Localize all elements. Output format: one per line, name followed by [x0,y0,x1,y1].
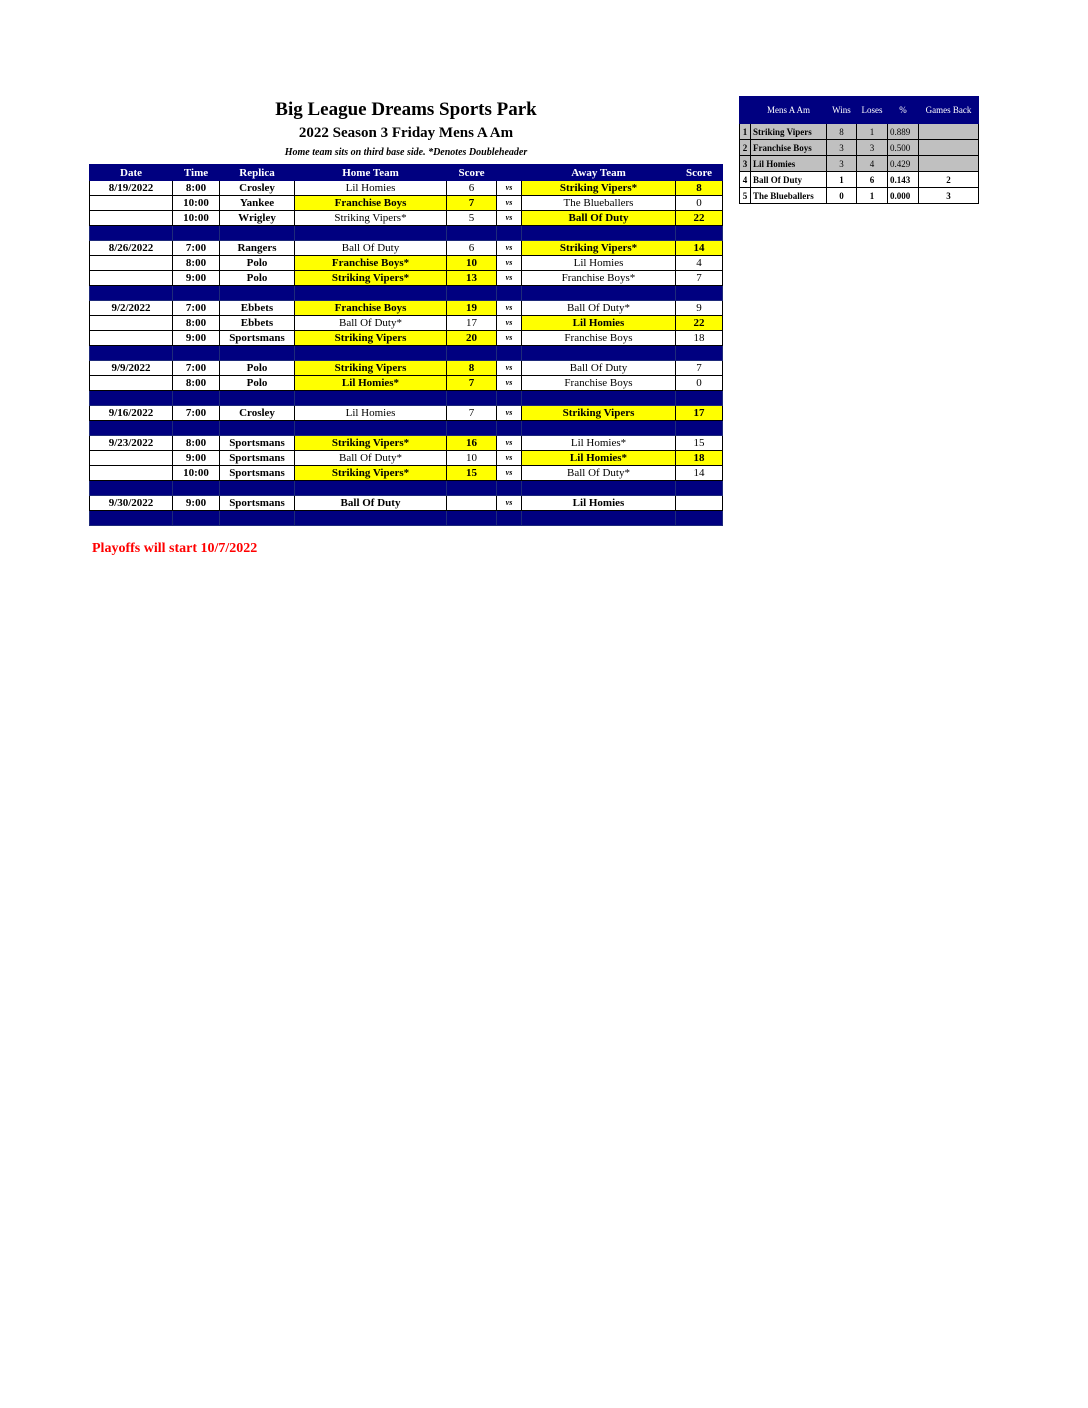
away-team: Lil Homies* [522,436,676,451]
spacer-cell [497,286,522,301]
col-vs [497,165,522,181]
col-time: Time [173,165,220,181]
vs-label: vs [497,181,522,196]
home-score: 7 [447,406,497,421]
game-time: 8:00 [173,436,220,451]
home-team: Lil Homies [295,406,447,421]
game-time: 8:00 [173,181,220,196]
home-score: 6 [447,181,497,196]
game-time: 7:00 [173,241,220,256]
game-date: 9/2/2022 [90,301,173,316]
home-team: Lil Homies [295,181,447,196]
spacer-cell [676,346,723,361]
spacer-cell [522,286,676,301]
away-team: Ball Of Duty* [522,466,676,481]
away-score: 17 [676,406,723,421]
playoffs-note: Playoffs will start 10/7/2022 [92,541,258,556]
spacer-cell [295,346,447,361]
game-date: 9/16/2022 [90,406,173,421]
standings-row [740,140,979,156]
spacer-cell [447,346,497,361]
spacer-cell [173,286,220,301]
spacer-cell [173,346,220,361]
schedule-row [90,331,723,346]
standings-team: Lil Homies [751,156,827,172]
standings-wins: 8 [827,124,857,140]
game-field: Sportsmans [220,451,295,466]
spacer-cell [497,346,522,361]
schedule-row [90,301,723,316]
home-team: Ball Of Duty [295,241,447,256]
vs-label: vs [497,496,522,511]
spacer-cell [220,421,295,436]
away-team: Lil Homies [522,496,676,511]
schedule-spacer-row [90,511,723,526]
spacer-cell [676,391,723,406]
schedule-spacer-row [90,286,723,301]
spacer-cell [173,511,220,526]
spacer-cell [90,421,173,436]
home-score: 7 [447,376,497,391]
home-score: 16 [447,436,497,451]
home-score: 19 [447,301,497,316]
game-date: 9/30/2022 [90,496,173,511]
spacer-cell [676,226,723,241]
away-score: 18 [676,451,723,466]
home-score: 6 [447,241,497,256]
schedule-row [90,181,723,196]
game-field: Polo [220,271,295,286]
schedule-row [90,436,723,451]
spacer-cell [90,226,173,241]
home-team: Striking Vipers [295,331,447,346]
standings-pct: 0.000 [888,188,919,204]
standings-games-back [919,124,979,140]
home-score [447,496,497,511]
away-score: 22 [676,316,723,331]
away-team: Franchise Boys [522,376,676,391]
away-team: The Blueballers [522,196,676,211]
standings-team: Ball Of Duty [751,172,827,188]
spacer-cell [497,421,522,436]
standings-row [740,172,979,188]
standings-col-wins: Wins [827,97,857,124]
col-away-team: Away Team [522,165,676,181]
away-score: 22 [676,211,723,226]
game-time: 8:00 [173,256,220,271]
vs-label: vs [497,466,522,481]
spacer-cell [676,421,723,436]
vs-label: vs [497,211,522,226]
schedule-header-row [90,165,723,181]
spacer-cell [90,391,173,406]
schedule-row [90,271,723,286]
spacer-cell [295,286,447,301]
game-field: Sportsmans [220,496,295,511]
standings-col-games-back: Games Back [919,97,979,124]
standings-rank: 2 [740,140,751,156]
game-time: 9:00 [173,331,220,346]
standings-games-back [919,156,979,172]
game-time: 9:00 [173,496,220,511]
schedule-row [90,316,723,331]
spacer-cell [220,286,295,301]
game-date [90,271,173,286]
standings-wins: 1 [827,172,857,188]
standings-wins: 0 [827,188,857,204]
game-field: Sportsmans [220,331,295,346]
away-team: Franchise Boys* [522,271,676,286]
standings-wins: 3 [827,156,857,172]
spacer-cell [90,511,173,526]
spacer-cell [447,481,497,496]
spacer-cell [90,346,173,361]
spacer-cell [497,391,522,406]
game-field: Sportsmans [220,436,295,451]
spacer-cell [220,511,295,526]
col-date: Date [90,165,173,181]
schedule-note: Home team sits on third base side. *Denotes Doubleheader [284,147,528,158]
vs-label: vs [497,361,522,376]
away-team: Striking Vipers [522,406,676,421]
vs-label: vs [497,196,522,211]
col-away-score: Score [676,165,723,181]
vs-label: vs [497,376,522,391]
game-date [90,196,173,211]
standings-pct: 0.500 [888,140,919,156]
spacer-cell [220,481,295,496]
col-home-team: Home Team [295,165,447,181]
standings-col-team: Mens A Am [751,97,827,124]
standings-header-row [740,97,979,124]
spacer-cell [295,511,447,526]
game-field: Polo [220,256,295,271]
standings-wins: 3 [827,140,857,156]
home-score: 7 [447,196,497,211]
home-team: Ball Of Duty* [295,451,447,466]
standings-col-pct: % [888,97,919,124]
standings-row [740,188,979,204]
away-score: 7 [676,271,723,286]
away-team: Lil Homies [522,316,676,331]
standings-games-back: 2 [919,172,979,188]
game-date: 8/26/2022 [90,241,173,256]
schedule-spacer-row [90,346,723,361]
home-score: 5 [447,211,497,226]
home-team: Striking Vipers* [295,211,447,226]
page-subtitle: 2022 Season 3 Friday Mens A Am [298,125,514,141]
game-time: 10:00 [173,196,220,211]
game-date: 8/19/2022 [90,181,173,196]
spacer-cell [447,511,497,526]
standings-rank: 5 [740,188,751,204]
standings-table [739,96,979,204]
home-team: Ball Of Duty* [295,316,447,331]
game-field: Wrigley [220,211,295,226]
standings-row [740,124,979,140]
col-home-score: Score [447,165,497,181]
home-team: Ball Of Duty [295,496,447,511]
spacer-cell [522,511,676,526]
standings-row [740,156,979,172]
spacer-cell [220,226,295,241]
home-score: 20 [447,331,497,346]
vs-label: vs [497,331,522,346]
game-date [90,466,173,481]
spacer-cell [173,481,220,496]
spacer-cell [522,346,676,361]
spacer-cell [220,391,295,406]
home-team: Striking Vipers* [295,466,447,481]
standings-rank: 3 [740,156,751,172]
game-field: Yankee [220,196,295,211]
spacer-cell [173,226,220,241]
page-title: Big League Dreams Sports Park [275,99,537,120]
vs-label: vs [497,406,522,421]
spacer-cell [447,226,497,241]
schedule-table [89,164,723,526]
away-score: 14 [676,241,723,256]
spacer-cell [497,511,522,526]
spacer-cell [676,511,723,526]
spacer-cell [497,481,522,496]
schedule-row [90,406,723,421]
schedule-spacer-row [90,421,723,436]
spacer-cell [295,391,447,406]
standings-pct: 0.889 [888,124,919,140]
spacer-cell [295,481,447,496]
game-time: 9:00 [173,451,220,466]
standings-loses: 6 [857,172,888,188]
standings-loses: 1 [857,124,888,140]
schedule-spacer-row [90,226,723,241]
game-time: 8:00 [173,316,220,331]
standings-col-loses: Loses [857,97,888,124]
game-field: Rangers [220,241,295,256]
away-score: 0 [676,376,723,391]
vs-label: vs [497,451,522,466]
game-date [90,316,173,331]
home-team: Striking Vipers* [295,271,447,286]
away-team: Striking Vipers* [522,181,676,196]
schedule-row [90,211,723,226]
game-field: Ebbets [220,316,295,331]
game-field: Ebbets [220,301,295,316]
game-time: 8:00 [173,376,220,391]
standings-col-rank [740,97,751,124]
standings-rank: 4 [740,172,751,188]
away-score: 18 [676,331,723,346]
away-team: Ball Of Duty [522,361,676,376]
game-date [90,376,173,391]
standings-loses: 1 [857,188,888,204]
vs-label: vs [497,436,522,451]
schedule-row [90,256,723,271]
away-score: 0 [676,196,723,211]
spacer-cell [522,421,676,436]
spacer-cell [295,421,447,436]
spacer-cell [676,481,723,496]
home-score: 17 [447,316,497,331]
schedule-row [90,376,723,391]
spacer-cell [295,226,447,241]
standings-loses: 4 [857,156,888,172]
standings-team: The Blueballers [751,188,827,204]
home-team: Franchise Boys* [295,256,447,271]
home-score: 10 [447,256,497,271]
spacer-cell [173,421,220,436]
game-date: 9/23/2022 [90,436,173,451]
spacer-cell [447,421,497,436]
spacer-cell [173,391,220,406]
schedule-row [90,196,723,211]
spacer-cell [522,226,676,241]
game-date [90,331,173,346]
home-team: Franchise Boys [295,301,447,316]
home-score: 13 [447,271,497,286]
spacer-cell [497,226,522,241]
game-time: 7:00 [173,301,220,316]
vs-label: vs [497,256,522,271]
vs-label: vs [497,241,522,256]
spacer-cell [447,391,497,406]
standings-pct: 0.143 [888,172,919,188]
away-team: Lil Homies [522,256,676,271]
standings-loses: 3 [857,140,888,156]
away-team: Lil Homies* [522,451,676,466]
away-team: Ball Of Duty [522,211,676,226]
standings-games-back [919,140,979,156]
away-score: 8 [676,181,723,196]
game-field: Crosley [220,181,295,196]
game-time: 10:00 [173,211,220,226]
home-team: Franchise Boys [295,196,447,211]
home-score: 15 [447,466,497,481]
standings-team: Franchise Boys [751,140,827,156]
vs-label: vs [497,301,522,316]
home-score: 8 [447,361,497,376]
game-time: 7:00 [173,406,220,421]
game-time: 10:00 [173,466,220,481]
schedule-row [90,361,723,376]
standings-pct: 0.429 [888,156,919,172]
spacer-cell [522,391,676,406]
col-replica: Replica [220,165,295,181]
away-score: 7 [676,361,723,376]
spacer-cell [220,346,295,361]
spacer-cell [90,286,173,301]
away-team: Franchise Boys [522,331,676,346]
game-date: 9/9/2022 [90,361,173,376]
home-team: Striking Vipers [295,361,447,376]
game-time: 7:00 [173,361,220,376]
game-date [90,451,173,466]
home-score: 10 [447,451,497,466]
away-team: Ball Of Duty* [522,301,676,316]
vs-label: vs [497,271,522,286]
spacer-cell [90,481,173,496]
schedule-row [90,496,723,511]
standings-games-back: 3 [919,188,979,204]
spacer-cell [676,286,723,301]
away-score: 9 [676,301,723,316]
game-field: Crosley [220,406,295,421]
game-field: Polo [220,361,295,376]
game-time: 9:00 [173,271,220,286]
game-field: Sportsmans [220,466,295,481]
home-team: Lil Homies* [295,376,447,391]
vs-label: vs [497,316,522,331]
away-score [676,496,723,511]
schedule-row [90,466,723,481]
schedule-row [90,241,723,256]
spacer-cell [522,481,676,496]
away-score: 14 [676,466,723,481]
standings-team: Striking Vipers [751,124,827,140]
away-score: 15 [676,436,723,451]
spacer-cell [447,286,497,301]
schedule-spacer-row [90,391,723,406]
schedule-row [90,451,723,466]
game-date [90,211,173,226]
away-score: 4 [676,256,723,271]
standings-rank: 1 [740,124,751,140]
game-date [90,256,173,271]
game-field: Polo [220,376,295,391]
home-team: Striking Vipers* [295,436,447,451]
away-team: Striking Vipers* [522,241,676,256]
schedule-spacer-row [90,481,723,496]
